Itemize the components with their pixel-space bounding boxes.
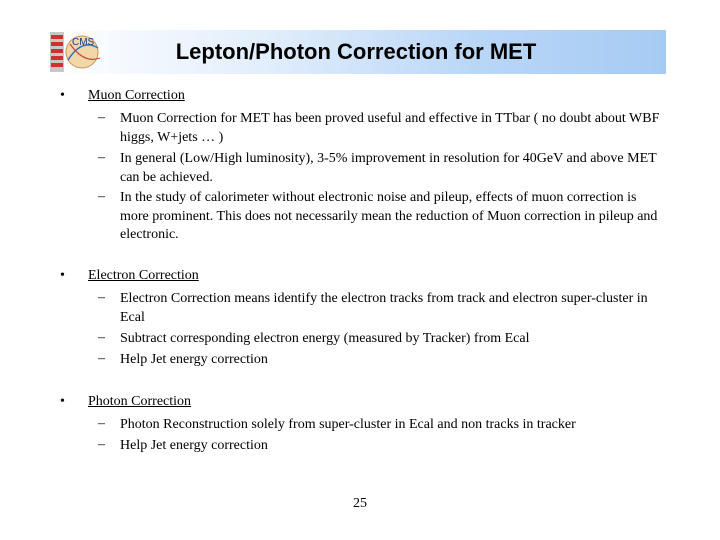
page-number: 25 bbox=[353, 496, 367, 511]
bullet-marker: • bbox=[60, 394, 65, 409]
dash-marker: – bbox=[98, 150, 105, 165]
bullet-marker: • bbox=[60, 268, 65, 283]
dash-marker: – bbox=[98, 416, 105, 431]
section-title-muon: Muon Correction bbox=[88, 88, 185, 103]
list-item: Help Jet energy correction bbox=[120, 438, 268, 453]
list-item: In the study of calorimeter without electronic noise and pileup, effects of muon correction is more prominent. This does not necessarily mean the reduction of Muon correction in pileup and electronic. bbox=[120, 190, 658, 242]
dash-marker: – bbox=[98, 351, 105, 366]
dash-marker: – bbox=[98, 189, 105, 204]
dash-marker: – bbox=[98, 110, 105, 125]
slide-header bbox=[46, 30, 666, 74]
slide-title: Lepton/Photon Correction for MET bbox=[175, 39, 537, 64]
list-item: Muon Correction for MET has been proved useful and effective in TTbar ( no doubt about WBF higgs, W+jets … ) bbox=[120, 111, 660, 145]
list-item: Help Jet energy correction bbox=[120, 352, 268, 367]
dash-marker: – bbox=[98, 290, 105, 305]
list-item: Electron Correction means identify the electron tracks from track and electron super-cluster in Ecal bbox=[120, 291, 648, 325]
dash-marker: – bbox=[98, 437, 105, 452]
bullet-marker: • bbox=[60, 88, 65, 103]
list-item: Photon Reconstruction solely from super-cluster in Ecal and non tracks in tracker bbox=[120, 417, 576, 432]
logo-text: CMS bbox=[72, 37, 95, 48]
section-title-electron: Electron Correction bbox=[88, 268, 199, 283]
section-title-photon: Photon Correction bbox=[88, 394, 192, 409]
dash-marker: – bbox=[98, 330, 105, 345]
list-item: In general (Low/High luminosity), 3-5% improvement in resolution for 40GeV and above MET can be achieved. bbox=[120, 151, 657, 185]
list-item: Subtract corresponding electron energy (measured by Tracker) from Ecal bbox=[120, 331, 530, 346]
